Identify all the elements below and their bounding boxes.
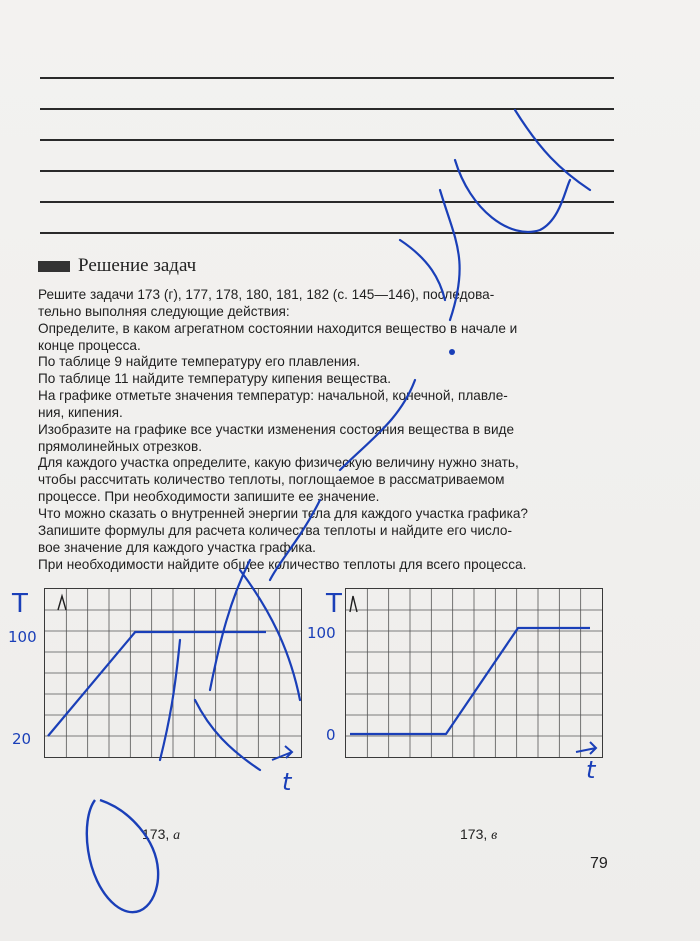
instruction-line: Определите, в каком агрегатном состоянии находится вещество в начале и	[38, 320, 518, 336]
instruction-line: вое значение для каждого участка графика.	[38, 539, 316, 555]
instruction-line: ния, кипения.	[38, 404, 123, 420]
instruction-line: По таблице 11 найдите температуру кипения вещества.	[38, 371, 391, 387]
writing-line	[40, 170, 614, 172]
handwritten-y-label-b: T	[326, 589, 342, 619]
writing-line	[40, 77, 614, 79]
tick-label-a-bottom: 20	[12, 730, 32, 748]
graph-grid-b	[345, 588, 603, 758]
handwritten-x-label-b: t	[586, 756, 596, 784]
instruction-line: Что можно сказать о внутренней энергии тела для каждого участка графика?	[38, 505, 528, 521]
instruction-line: На графике отметьте значения температур: начальной, конечной, плавле-	[38, 388, 508, 404]
tick-label-b-top: 100	[307, 624, 336, 642]
instructions-text	[38, 287, 618, 573]
graph-caption-b: 173, в	[460, 826, 498, 843]
handwritten-y-label-a: T	[12, 589, 28, 619]
graph-grid-a	[44, 588, 302, 758]
instruction-line: прямолинейных отрезков.	[38, 438, 202, 454]
instruction-line: При необходимости найдите общее количество теплоты для всего процесса.	[38, 556, 527, 572]
tick-label-a-top: 100	[8, 628, 37, 646]
instruction-line: конце процесса.	[38, 337, 141, 353]
section-marker-bar	[38, 261, 70, 272]
tick-label-b-bottom: 0	[326, 726, 336, 744]
instruction-line: Изобразите на графике все участки изменения состояния вещества в виде	[38, 421, 515, 437]
page-number: 79	[590, 855, 608, 872]
writing-line	[40, 201, 614, 203]
instruction-line: чтобы рассчитать количество теплоты, поглощаемое в рассматриваемом	[38, 472, 505, 488]
writing-line	[40, 108, 614, 110]
instruction-line: Решите задачи 173 (г), 177, 178, 180, 181, 182 (с. 145—146), последова-	[38, 287, 495, 302]
instruction-line: процессе. При необходимости запишите ее значение.	[38, 489, 380, 505]
graph-caption-a: 173, а	[142, 826, 181, 843]
ink-loop	[87, 800, 158, 912]
writing-line	[40, 139, 614, 141]
section-title: Решение задач	[78, 255, 197, 276]
section-header	[38, 255, 196, 277]
instruction-line: тельно выполняя следующие действия:	[38, 303, 290, 319]
instruction-line: По таблице 9 найдите температуру его плавления.	[38, 354, 361, 370]
instruction-line: Запишите формулы для расчета количества теплоты и найдите его число-	[38, 522, 513, 538]
writing-line	[40, 232, 614, 234]
handwritten-x-label-a: t	[282, 768, 292, 796]
instruction-line: Для каждого участка определите, какую физическую величину нужно знать,	[38, 455, 519, 471]
